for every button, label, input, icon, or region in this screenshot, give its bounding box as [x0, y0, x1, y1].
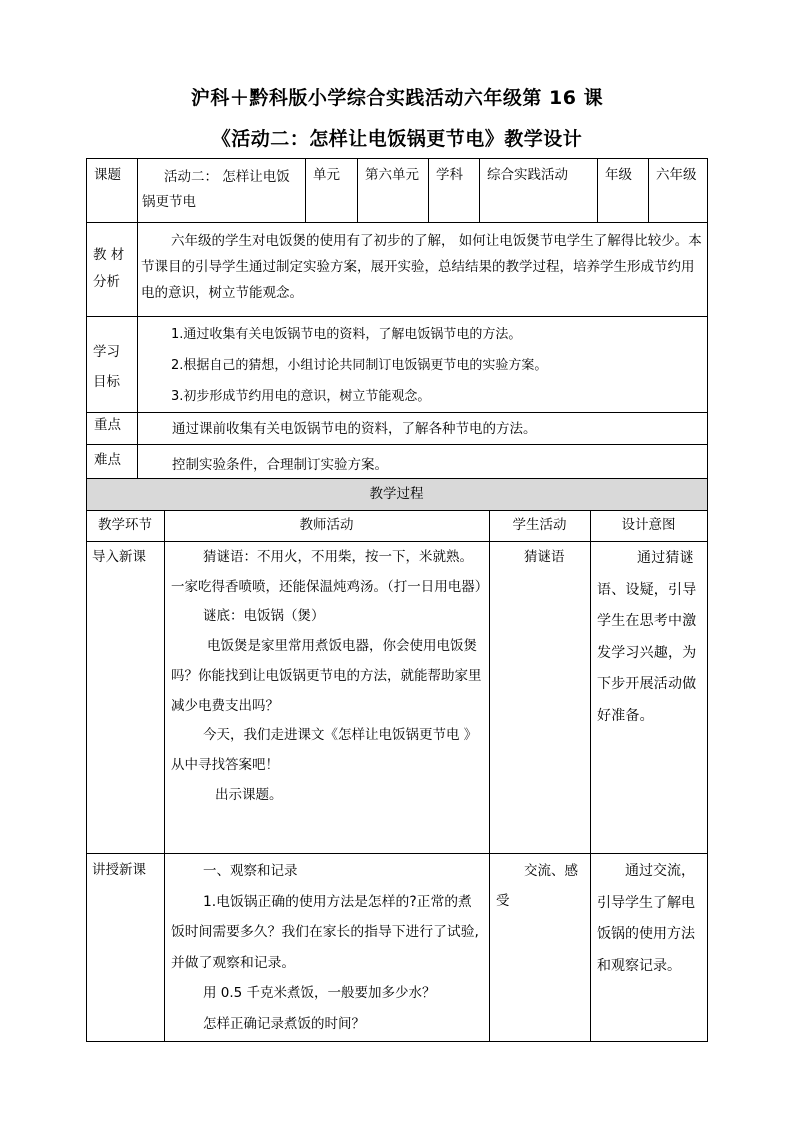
- teacher-activity-cell: [171, 543, 489, 810]
- column-header-stage: 教学环节: [98, 517, 152, 533]
- teacher-paragraph: 谜底：电饭锅（煲）: [203, 608, 325, 625]
- table-line: [137, 222, 138, 478]
- analysis-label: 教 材 分析: [93, 247, 125, 290]
- table-line: [86, 510, 708, 511]
- stage-cell: 导入新课: [92, 549, 146, 565]
- objective-item: 2.根据自己的猜想，小组讨论共同制订电饭锅更节电的实验方案。: [171, 358, 548, 373]
- document-title: 沪科＋黔科版小学综合实践活动六年级第 16 课: [190, 87, 604, 109]
- table-line: [86, 412, 708, 413]
- teacher-paragraph: 用 0.5 千克米煮饭，一般要加多少水？: [203, 985, 436, 1001]
- stage-cell: 讲授新课: [92, 862, 146, 878]
- topic-value: 活动二： 怎样让电饭锅更节电: [142, 169, 290, 210]
- table-line: [86, 444, 708, 445]
- table-line: [137, 158, 138, 222]
- column-header-student: 学生活动: [512, 517, 567, 533]
- design-intent-cell: 通过猜谜语、设疑，引导学生在思考中激发学习兴趣，为下步开展活动做好准备。: [597, 550, 697, 724]
- student-activity-cell: 交流、感受: [496, 863, 578, 909]
- table-line: [590, 510, 591, 1042]
- teacher-paragraph: 猜谜语：不用火，不用柴，按一下，米就熟。一家吃得香喷喷，还能保温炖鸡汤。（打一日用电器）: [171, 549, 489, 595]
- subject-label: 学科: [436, 167, 463, 183]
- student-activity-cell: 猜谜语: [524, 549, 565, 565]
- difficulty-text: 控制实验条件，合理制订实验方案。: [172, 457, 388, 473]
- analysis-text: 六年级的学生对电饭煲的使用有了初步的了解， 如何让电饭煲节电学生了解得比较少。本节课目的引导学生通过制定实验方案，展开实验，总结结果的教学过程，培养学生形成节约用电的意识，树立节能观念。: [141, 233, 702, 301]
- process-header: 教学过程: [369, 486, 424, 502]
- unit-value: 第六单元: [365, 167, 419, 183]
- table-line: [86, 478, 708, 479]
- objective-item: 1.通过收集有关电饭锅节电的资料，了解电饭锅节电的方法。: [171, 327, 522, 342]
- table-line: [86, 222, 708, 223]
- grade-label: 年级: [605, 167, 632, 183]
- table-line: [86, 316, 708, 317]
- key-point-text: 通过课前收集有关电饭锅节电的资料，了解各种节电的方法。: [172, 421, 537, 437]
- table-line: [707, 158, 708, 1042]
- subject-value: 综合实践活动: [487, 167, 568, 183]
- teacher-paragraph: 1.电饭锅正确的使用方法是怎样的?正常的煮饭时间需要多久？我们在家长的指导下进行了试验,并做了观察和记录。: [171, 893, 479, 971]
- column-header-teacher: 教师活动: [299, 517, 354, 533]
- teacher-paragraph: 今天，我们走进课文《怎样让电饭锅更节电 》从中寻找答案吧！: [171, 727, 478, 773]
- document-subtitle: 《活动二：怎样让电饭锅更节电》教学设计: [211, 128, 583, 150]
- table-line: [86, 541, 708, 542]
- column-header-intent: 设计意图: [621, 517, 676, 533]
- objectives-label: 学习目标: [93, 344, 120, 390]
- teacher-paragraph: 电饭煲是家里常用煮饭电器，你会使用电饭煲吗？你能找到让电饭锅更节电的方法，就能帮助家里减少电费支出吗？: [171, 638, 482, 714]
- grade-value: 六年级: [656, 167, 697, 183]
- design-intent-cell: 通过交流，引导学生了解电饭锅的使用方法和观察记录。: [597, 863, 695, 974]
- topic-label: 课题: [94, 167, 121, 183]
- table-line: [86, 1041, 708, 1042]
- objective-item: 3.初步形成节约用电的意识，树立节能观念。: [171, 389, 431, 404]
- teacher-paragraph: 出示课题。: [215, 786, 283, 803]
- teacher-activity-cell: [171, 856, 485, 1039]
- difficulty-label: 难点: [94, 452, 121, 468]
- table-line: [86, 853, 708, 854]
- key-point-label: 重点: [94, 417, 121, 433]
- table-line: [489, 510, 490, 1042]
- unit-label: 单元: [313, 167, 340, 183]
- table-line: [164, 510, 165, 1042]
- table-line: [86, 158, 87, 1042]
- teacher-paragraph: 一、观察和记录: [203, 863, 298, 879]
- teacher-paragraph: 怎样正确记录煮饭的时间？: [203, 1015, 365, 1032]
